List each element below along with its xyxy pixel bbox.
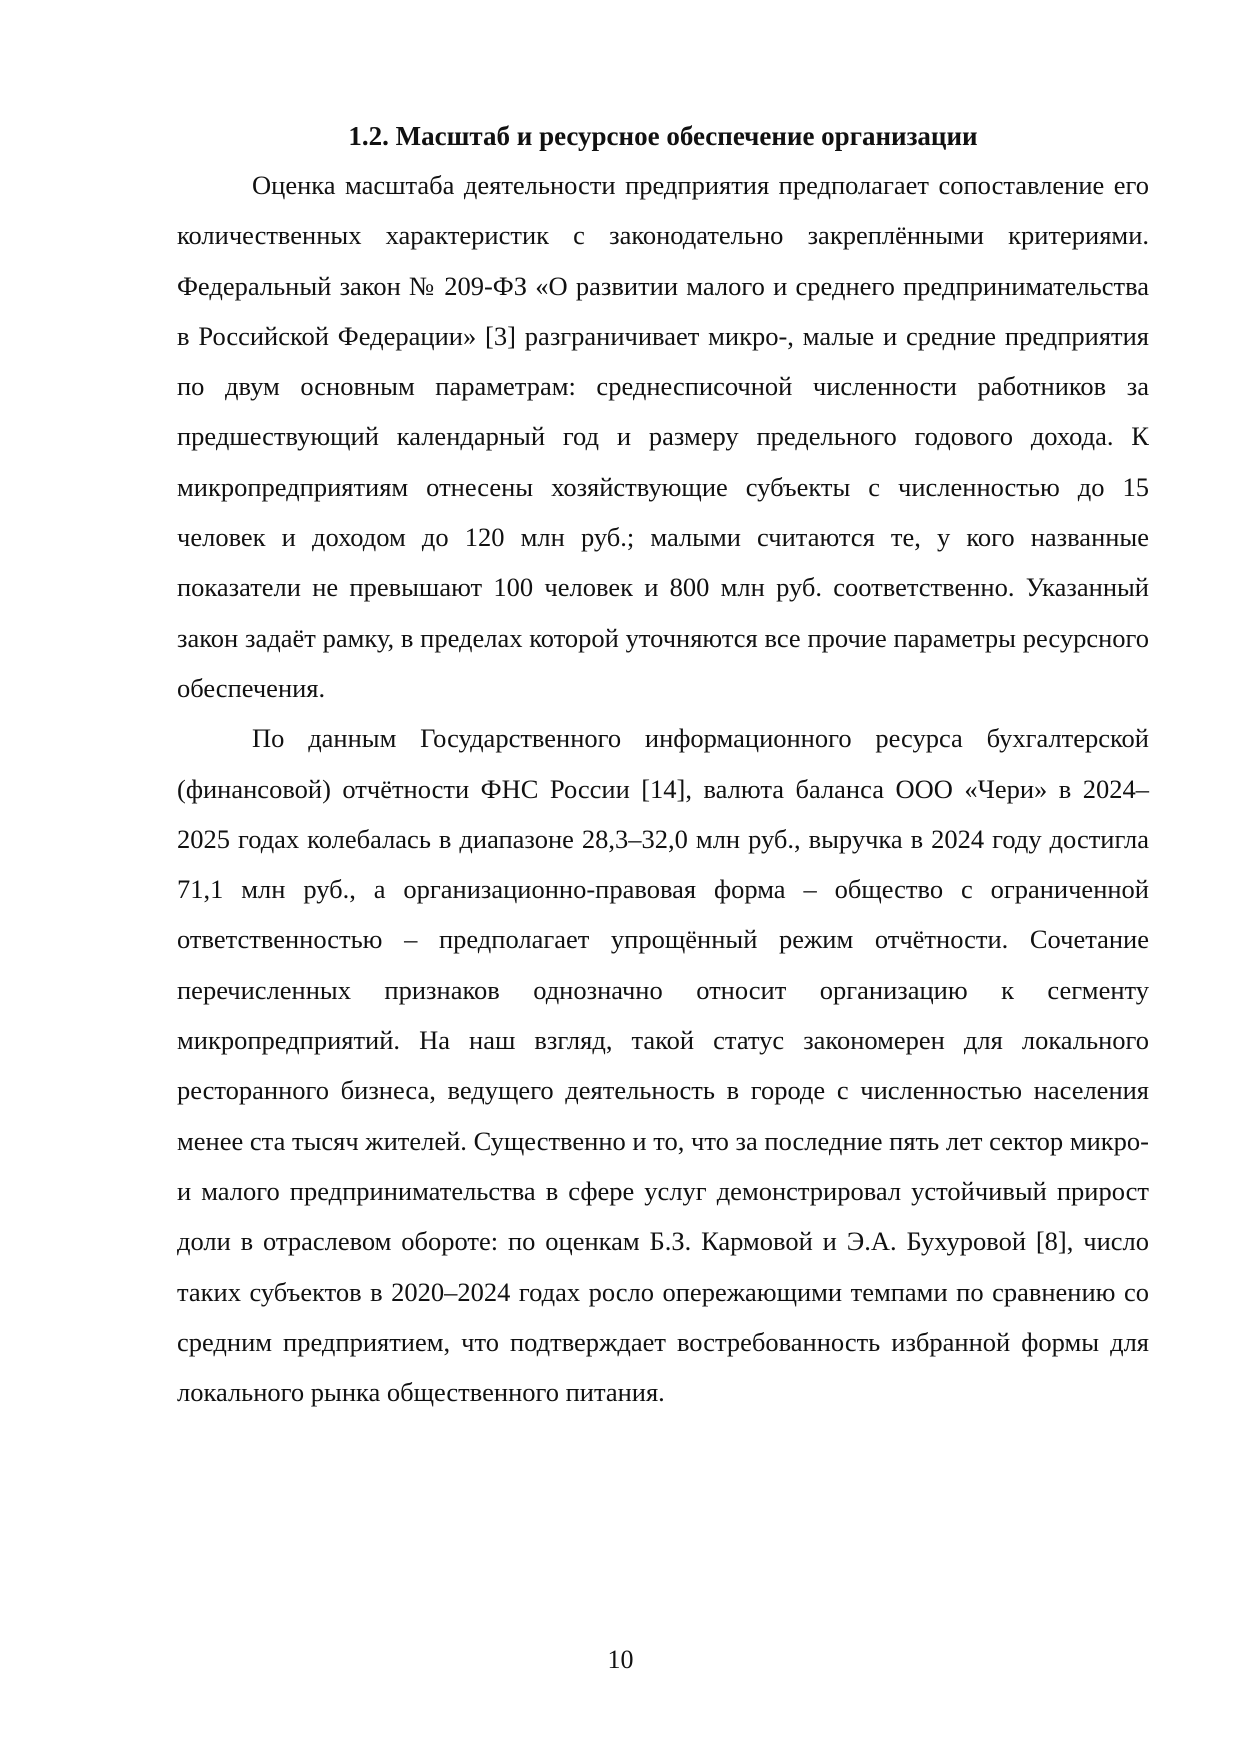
paragraph-company-status: По данным Государственного информационного ресурса бухгалтерской (финансовой) отчётности ФНС России [14], валюта баланса ООО «Чери» в 2024–2025 годах колебалась в диапазоне 28,3–32,0 млн руб., выручка в 2024 году достигла 71,1 млн руб., а организационно-правовая форма – общество с ограниченной ответственностью – предполагает упрощённый режим отчётности. Сочетание перечисленных признаков однозначно относит организацию к сегменту микропредприятий. На наш взгляд, такой статус закономерен для локального ресторанного бизнеса, ведущего деятельность в городе с численностью населения менее ста тысяч жителей. Существенно и то, что за последние пять лет сектор микро- и малого предпринимательства в сфере услуг демонстрировал устойчивый прирост доли в отраслевом обороте: по оценкам Б.З. Кармовой и Э.А. Бухуровой [8], число таких субъектов в 2020–2024 годах росло опережающими темпами по сравнению со средним предприятием, что подтверждает востребованность избранной формы для локального рынка общественного питания. xyxy=(177,723,1149,1408)
paragraph-scale-criteria: Оценка масштаба деятельности предприятия предполагает сопоставление его количественных характеристик с законодательно закреплёнными критериями. Федеральный закон № 209-ФЗ «О развитии малого и среднего предпринимательства в Российской Федерации» [3] разграничивает микро-, малые и средние предприятия по двум основным параметрам: среднесписочной численности работников за предшествующий календарный год и размеру предельного годового дохода. К микропредприятиям отнесены хозяйствующие субъекты с численностью до 15 человек и доходом до 120 млн руб.; малыми считаются те, у кого названные показатели не превышают 100 человек и 800 млн руб. соответственно. Указанный закон задаёт рамку, в пределах которой уточняются все прочие параметры ресурсного обеспечения. xyxy=(177,170,1149,703)
section-heading: 1.2. Масштаб и ресурсное обеспечение организации xyxy=(348,121,978,151)
page-body xyxy=(177,112,1149,1417)
page-number: 10 xyxy=(607,1645,634,1674)
